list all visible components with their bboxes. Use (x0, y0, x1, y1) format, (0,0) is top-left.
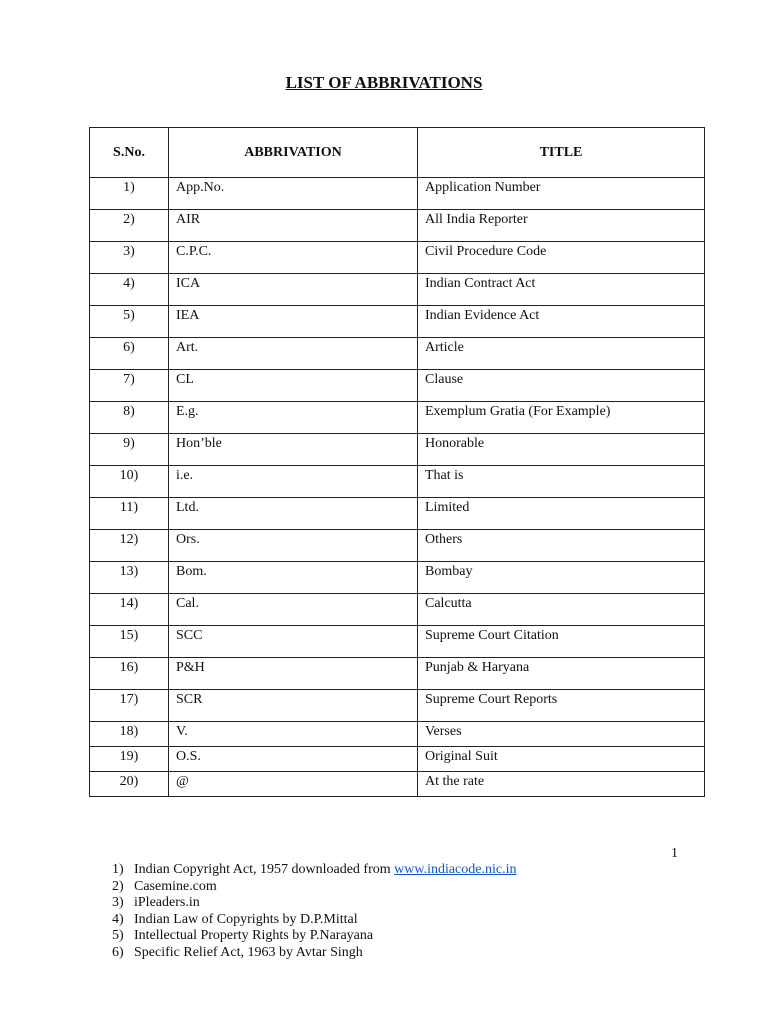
table-row (90, 338, 705, 370)
row-abbreviation: IEA (169, 306, 418, 338)
row-abbreviation: Hon’ble (169, 434, 418, 466)
table-row (90, 178, 705, 210)
row-title: Verses (418, 722, 705, 747)
reference-text: Intellectual Property Rights by P.Narayana (134, 928, 374, 943)
row-sno: 17) (90, 690, 169, 722)
row-sno: 5) (90, 306, 169, 338)
row-sno: 8) (90, 402, 169, 434)
row-title: Exemplum Gratia (For Example) (418, 402, 705, 434)
row-abbreviation: Ltd. (169, 498, 418, 530)
row-sno: 4) (90, 274, 169, 306)
row-sno: 3) (90, 242, 169, 274)
row-title: Supreme Court Reports (418, 690, 705, 722)
row-sno: 19) (90, 747, 169, 772)
row-title: Honorable (418, 434, 705, 466)
reference-item (112, 879, 516, 896)
table-row (90, 626, 705, 658)
row-title: Civil Procedure Code (418, 242, 705, 274)
row-abbreviation: O.S. (169, 747, 418, 772)
row-abbreviation: App.No. (169, 178, 418, 210)
row-sno: 18) (90, 722, 169, 747)
row-abbreviation: CL (169, 370, 418, 402)
reference-number: 1) (112, 862, 124, 877)
table-row (90, 747, 705, 772)
row-title: That is (418, 466, 705, 498)
reference-text: Casemine.com (134, 878, 217, 894)
header-sno: S.No. (90, 128, 169, 178)
row-sno: 1) (90, 178, 169, 210)
table-row (90, 402, 705, 434)
reference-item (112, 862, 516, 879)
reference-text: Indian Copyright Act, 1957 downloaded from (134, 862, 395, 877)
row-title: Clause (418, 370, 705, 402)
reference-number: 4) (112, 911, 124, 927)
row-sno: 7) (90, 370, 169, 402)
row-title: Indian Contract Act (418, 274, 705, 306)
row-title: Indian Evidence Act (418, 306, 705, 338)
row-title: Calcutta (418, 594, 705, 626)
references-list (112, 862, 516, 961)
table-header-row (90, 128, 705, 178)
reference-number: 2) (112, 878, 124, 894)
row-abbreviation: SCC (169, 626, 418, 658)
row-title: Supreme Court Citation (418, 626, 705, 658)
abbreviations-table (89, 127, 705, 797)
page-title: LIST OF ABBRIVATIONS (285, 73, 483, 92)
table-row (90, 306, 705, 338)
table-row (90, 242, 705, 274)
table-row (90, 772, 705, 797)
row-abbreviation: i.e. (169, 466, 418, 498)
reference-item (112, 945, 516, 962)
row-abbreviation: @ (169, 772, 418, 797)
row-title: Original Suit (418, 747, 705, 772)
table-row (90, 594, 705, 626)
page-number: 1 (671, 846, 678, 861)
header-title: TITLE (418, 128, 705, 178)
row-sno: 6) (90, 338, 169, 370)
row-abbreviation: Bom. (169, 562, 418, 594)
row-sno: 9) (90, 434, 169, 466)
reference-text: iPleaders.in (134, 895, 200, 910)
row-abbreviation: E.g. (169, 402, 418, 434)
row-abbreviation: V. (169, 722, 418, 747)
table-row (90, 370, 705, 402)
row-sno: 16) (90, 658, 169, 690)
row-sno: 2) (90, 210, 169, 242)
table-row (90, 274, 705, 306)
row-title: All India Reporter (418, 210, 705, 242)
row-title: Punjab & Haryana (418, 658, 705, 690)
row-sno: 12) (90, 530, 169, 562)
row-title: Article (418, 338, 705, 370)
reference-number: 3) (112, 895, 124, 910)
row-abbreviation: AIR (169, 210, 418, 242)
reference-item (112, 912, 516, 929)
row-abbreviation: Ors. (169, 530, 418, 562)
row-abbreviation: Art. (169, 338, 418, 370)
row-sno: 13) (90, 562, 169, 594)
row-sno: 10) (90, 466, 169, 498)
row-abbreviation: ICA (169, 274, 418, 306)
row-title: Application Number (418, 178, 705, 210)
reference-number: 5) (112, 928, 124, 943)
table-row (90, 562, 705, 594)
table-row (90, 466, 705, 498)
reference-text: Specific Relief Act, 1963 by Avtar Singh (134, 944, 363, 960)
reference-link[interactable]: www.indiacode.nic.in (394, 862, 517, 877)
table-row (90, 210, 705, 242)
header-abbreviation: ABBRIVATION (169, 128, 418, 178)
row-abbreviation: Cal. (169, 594, 418, 626)
reference-text: Indian Law of Copyrights by D.P.Mittal (134, 911, 358, 927)
row-sno: 15) (90, 626, 169, 658)
row-title: At the rate (418, 772, 705, 797)
row-title: Limited (418, 498, 705, 530)
table-row (90, 530, 705, 562)
row-title: Bombay (418, 562, 705, 594)
reference-item (112, 895, 516, 912)
row-sno: 11) (90, 498, 169, 530)
row-abbreviation: C.P.C. (169, 242, 418, 274)
table-row (90, 498, 705, 530)
table-row (90, 722, 705, 747)
row-sno: 20) (90, 772, 169, 797)
reference-item (112, 928, 516, 945)
row-abbreviation: SCR (169, 690, 418, 722)
table-row (90, 658, 705, 690)
reference-number: 6) (112, 944, 124, 960)
table-row (90, 690, 705, 722)
table-row (90, 434, 705, 466)
row-title: Others (418, 530, 705, 562)
row-abbreviation: P&H (169, 658, 418, 690)
row-sno: 14) (90, 594, 169, 626)
